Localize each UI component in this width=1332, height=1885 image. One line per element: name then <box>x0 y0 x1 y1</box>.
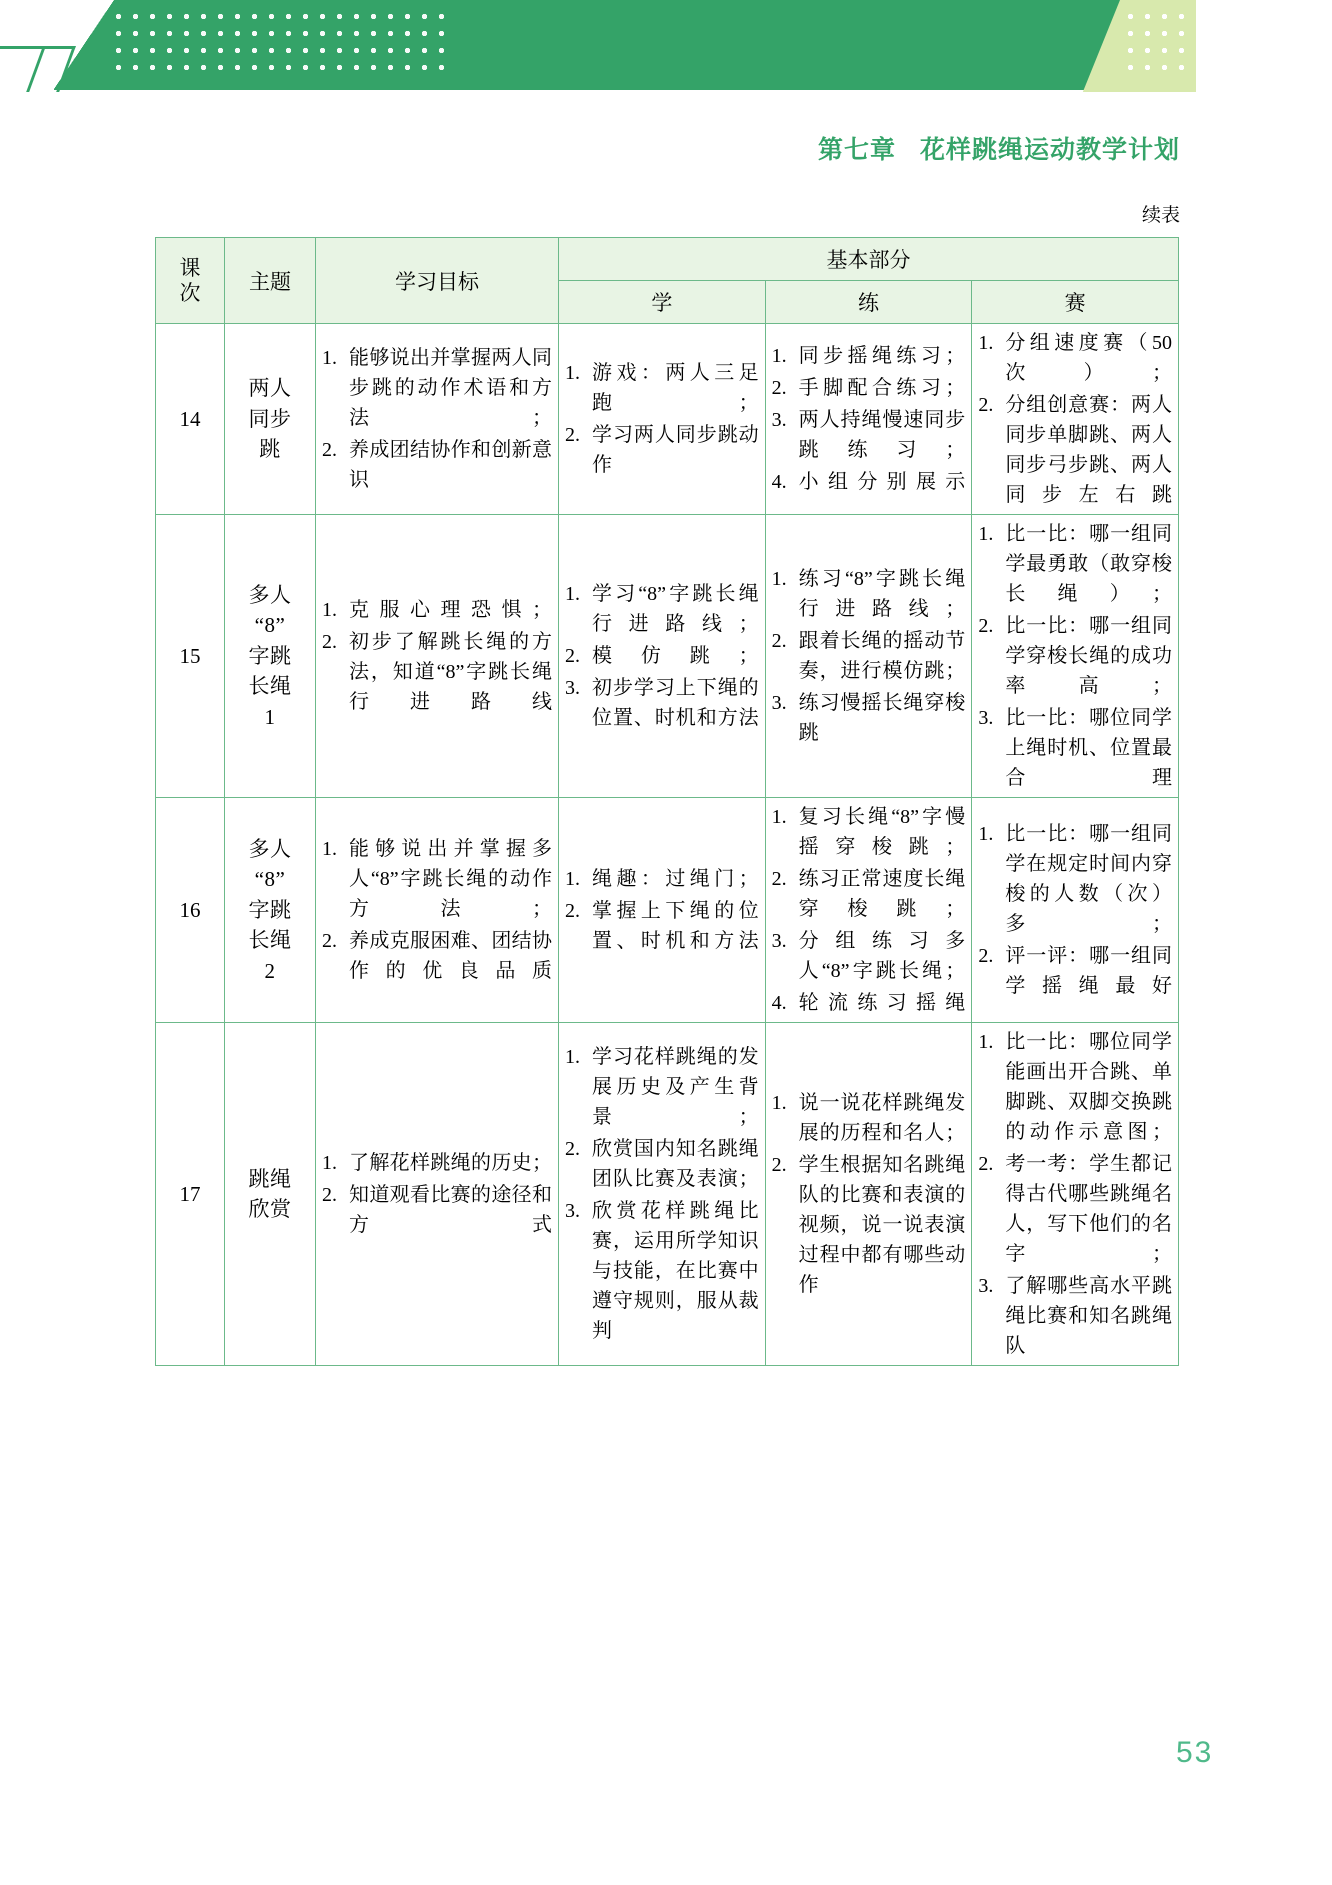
list-marker: 1. <box>978 332 994 354</box>
list-item <box>322 926 552 986</box>
list-marker: 4. <box>771 992 787 1014</box>
list-marker: 3. <box>978 1275 994 1297</box>
topic-line: 多人 <box>248 836 292 861</box>
list-item <box>565 896 759 956</box>
learn-list <box>565 1042 759 1346</box>
list-item-text: 复习长绳“8”字慢摇穿梭跳； <box>798 806 966 858</box>
list-marker: 1. <box>322 1152 337 1174</box>
list-item-text: 分组速度赛（50次）； <box>1005 332 1172 384</box>
list-item <box>772 864 966 924</box>
list-item-text: 绳趣：过绳门； <box>592 868 759 890</box>
cell-lesson-number: 15 <box>156 515 225 798</box>
topic-line: 2 <box>264 958 276 983</box>
list-item <box>322 435 552 495</box>
teaching-plan-table-wrapper <box>155 237 1179 1366</box>
list-item <box>978 519 1172 609</box>
table-row <box>156 798 1179 1023</box>
cell-lesson-number: 17 <box>156 1023 225 1366</box>
table-header-row-1 <box>156 238 1179 281</box>
objective-list <box>322 595 552 717</box>
header-dot-pattern-left <box>110 8 450 82</box>
list-marker: 2. <box>565 1138 580 1160</box>
list-item <box>322 595 552 625</box>
list-item-text: 分组创意赛：两人同步单脚跳、两人同步弓步跳、两人同步左右跳 <box>1005 394 1172 506</box>
list-item <box>772 1088 966 1148</box>
list-item <box>772 802 966 862</box>
list-item-text: 能够说出并掌握两人同步跳的动作术语和方法； <box>349 347 552 429</box>
topic-line: 跳绳 <box>248 1166 292 1191</box>
list-item-text: 跟着长绳的摇动节奏，进行模仿跳； <box>798 630 966 682</box>
list-item <box>978 819 1172 939</box>
topic-line: 多人 <box>248 582 292 607</box>
list-item-text: 了解哪些高水平跳绳比赛和知名跳绳队 <box>1005 1275 1172 1357</box>
list-item <box>772 626 966 686</box>
list-item-text: 练习正常速度长绳穿梭跳； <box>798 868 966 920</box>
table-row <box>156 515 1179 798</box>
list-item <box>322 627 552 717</box>
list-item <box>978 703 1172 793</box>
cell-compete <box>972 1023 1179 1366</box>
list-item-text: 学习花样跳绳的发展历史及产生背景； <box>592 1046 759 1128</box>
list-item <box>322 343 552 433</box>
cell-learn <box>559 324 766 515</box>
cell-practice <box>765 1023 972 1366</box>
list-marker: 1. <box>565 868 580 890</box>
list-marker: 1. <box>771 345 787 367</box>
continued-table-label: 续表 <box>1141 205 1180 226</box>
list-item-text: 欣赏花样跳绳比赛，运用所学知识与技能，在比赛中遵守规则，服从裁判 <box>592 1200 759 1342</box>
header-practice: 练 <box>765 281 972 324</box>
list-item-text: 手脚配合练习； <box>798 377 966 399</box>
practice-list <box>772 1088 966 1300</box>
list-item <box>772 1150 966 1300</box>
list-item-text: 同步摇绳练习； <box>798 345 966 367</box>
topic-line: 欣赏 <box>248 1197 292 1221</box>
list-marker: 1. <box>322 347 337 369</box>
list-item <box>565 1042 759 1132</box>
list-marker: 3. <box>771 692 787 714</box>
header-learn: 学 <box>559 281 766 324</box>
list-marker: 2. <box>322 1184 337 1206</box>
practice-list <box>772 802 966 1018</box>
list-item <box>978 1149 1172 1269</box>
list-marker: 1. <box>771 568 787 590</box>
list-item-text: 分组练习多人“8”字跳长绳； <box>798 930 966 982</box>
list-item-text: 比一比：哪位同学能画出开合跳、单脚跳、双脚交换跳的动作示意图； <box>1005 1031 1172 1143</box>
cell-learn <box>559 798 766 1023</box>
list-marker: 2. <box>322 631 337 653</box>
list-item-text: 比一比：哪位同学上绳时机、位置最合理 <box>1005 707 1172 789</box>
cell-objective <box>316 515 559 798</box>
list-marker: 1. <box>565 362 580 384</box>
list-item <box>565 1196 759 1346</box>
list-item <box>565 420 759 480</box>
compete-list <box>978 819 1172 1001</box>
topic-line: 两人 <box>248 376 292 401</box>
list-marker: 2. <box>771 630 787 652</box>
header-objective: 学习目标 <box>316 238 559 324</box>
topic-line: “8” <box>254 867 286 892</box>
list-item-text: 学习“8”字跳长绳行进路线； <box>592 583 759 635</box>
list-marker: 3. <box>771 409 787 431</box>
list-marker: 2. <box>322 439 337 461</box>
list-marker: 1. <box>322 599 337 621</box>
topic-line: 跳 <box>259 437 281 462</box>
cell-objective <box>316 798 559 1023</box>
cell-compete <box>972 515 1179 798</box>
list-item-text: 比一比：哪一组同学最勇敢（敢穿梭长绳）； <box>1005 523 1172 605</box>
cell-objective <box>316 1023 559 1366</box>
topic-line: 长绳 <box>248 928 292 953</box>
list-marker: 1. <box>565 1046 580 1068</box>
list-item <box>565 641 759 671</box>
cell-lesson-number: 16 <box>156 798 225 1023</box>
compete-list <box>978 519 1172 793</box>
list-marker: 2. <box>565 424 580 446</box>
header-topic: 主题 <box>225 238 316 324</box>
objective-list <box>322 834 552 986</box>
list-marker: 2. <box>978 1153 994 1175</box>
list-item <box>978 611 1172 701</box>
cell-learn <box>559 515 766 798</box>
list-marker: 2. <box>771 377 787 399</box>
list-item-text: 能够说出并掌握多人“8”字跳长绳的动作方法； <box>349 838 552 920</box>
list-item <box>565 1134 759 1194</box>
list-item-text: 学习两人同步跳动作 <box>592 424 759 476</box>
list-item <box>772 373 966 403</box>
list-marker: 1. <box>771 806 787 828</box>
topic-line: “8” <box>254 613 286 638</box>
list-item-text: 比一比：哪一组同学穿梭长绳的成功率高； <box>1005 615 1172 697</box>
list-item-text: 克服心理恐惧； <box>349 599 552 621</box>
cell-lesson-number: 14 <box>156 324 225 515</box>
header-lesson-line1: 课 <box>179 256 201 281</box>
list-marker: 1. <box>565 583 580 605</box>
objective-list <box>322 1148 552 1240</box>
cell-practice <box>765 515 972 798</box>
list-item-text: 评一评：哪一组同学摇绳最好 <box>1005 945 1172 997</box>
list-item <box>978 1027 1172 1147</box>
list-marker: 1. <box>978 523 994 545</box>
chapter-number: 第七章 <box>817 136 896 164</box>
list-item-text: 游戏：两人三足跑； <box>592 362 759 414</box>
list-marker: 3. <box>771 930 787 952</box>
list-item <box>322 1148 552 1178</box>
list-marker: 2. <box>978 615 994 637</box>
topic-line: 同步 <box>248 406 292 431</box>
list-item-text: 知道观看比赛的途径和方式 <box>349 1184 552 1236</box>
chapter-name: 花样跳绳运动教学计划 <box>919 136 1180 164</box>
cell-topic <box>225 1023 316 1366</box>
list-marker: 2. <box>771 1154 787 1176</box>
compete-list <box>978 328 1172 510</box>
list-item-text: 掌握上下绳的位置、时机和方法 <box>592 900 759 952</box>
list-marker: 3. <box>565 677 580 699</box>
topic-line: 长绳 <box>248 674 292 699</box>
list-item <box>565 864 759 894</box>
list-item-text: 两人持绳慢速同步跳练习； <box>798 409 966 461</box>
list-marker: 3. <box>978 707 994 729</box>
list-marker: 2. <box>978 394 994 416</box>
list-item-text: 小组分别展示 <box>798 471 966 493</box>
list-item-text: 考一考：学生都记得古代哪些跳绳名人，写下他们的名字； <box>1005 1153 1172 1265</box>
header-compete: 赛 <box>972 281 1179 324</box>
table-body <box>156 324 1179 1366</box>
cell-objective <box>316 324 559 515</box>
list-item <box>772 341 966 371</box>
list-item <box>772 467 966 497</box>
list-marker: 1. <box>322 838 337 860</box>
practice-list <box>772 341 966 497</box>
list-item <box>322 1180 552 1240</box>
topic-line: 字跳 <box>248 897 292 922</box>
list-marker: 1. <box>771 1092 787 1114</box>
learn-list <box>565 864 759 956</box>
list-item <box>772 926 966 986</box>
list-item <box>978 328 1172 388</box>
list-item <box>978 390 1172 510</box>
cell-topic <box>225 798 316 1023</box>
list-marker: 1. <box>978 1031 994 1053</box>
decorative-header-band <box>0 0 1332 92</box>
practice-list <box>772 564 966 748</box>
list-item <box>772 988 966 1018</box>
list-item-text: 养成克服困难、团结协作的优良品质 <box>349 930 552 982</box>
list-item-text: 欣赏国内知名跳绳团队比赛及表演； <box>592 1138 759 1190</box>
table-header <box>156 238 1179 324</box>
cell-topic <box>225 324 316 515</box>
list-marker: 3. <box>565 1200 580 1222</box>
cell-practice <box>765 324 972 515</box>
cell-practice <box>765 798 972 1023</box>
list-item-text: 模仿跳； <box>592 645 759 667</box>
list-item-text: 说一说花样跳绳发展的历程和名人； <box>798 1092 966 1144</box>
list-marker: 2. <box>565 900 580 922</box>
list-item-text: 练习“8”字跳长绳行进路线； <box>798 568 966 620</box>
list-item-text: 养成团结协作和创新意识 <box>349 439 552 491</box>
list-item-text: 轮流练习摇绳 <box>798 992 966 1014</box>
compete-list <box>978 1027 1172 1361</box>
objective-list <box>322 343 552 495</box>
list-marker: 2. <box>771 868 787 890</box>
header-lesson-line2: 次 <box>179 280 201 305</box>
cell-topic <box>225 515 316 798</box>
list-marker: 2. <box>322 930 337 952</box>
list-item-text: 比一比：哪一组同学在规定时间内穿梭的人数（次）多； <box>1005 823 1172 935</box>
cell-learn <box>559 1023 766 1366</box>
list-item <box>772 688 966 748</box>
topic-line: 字跳 <box>248 643 292 668</box>
list-marker: 2. <box>978 945 994 967</box>
teaching-plan-table <box>155 237 1179 1366</box>
list-item <box>772 564 966 624</box>
list-marker: 4. <box>771 471 787 493</box>
chapter-title <box>0 130 1180 166</box>
cell-compete <box>972 324 1179 515</box>
list-item <box>565 358 759 418</box>
list-item <box>772 405 966 465</box>
list-item-text: 了解花样跳绳的历史； <box>349 1152 552 1174</box>
topic-line: 1 <box>264 704 276 729</box>
page-number: 53 <box>1176 1736 1214 1769</box>
list-item-text: 初步学习上下绳的位置、时机和方法 <box>592 677 759 729</box>
list-item <box>322 834 552 924</box>
table-row <box>156 1023 1179 1366</box>
learn-list <box>565 358 759 480</box>
header-lesson-number <box>156 238 225 324</box>
header-right-cap <box>1196 0 1332 92</box>
list-item <box>978 1271 1172 1361</box>
list-item-text: 练习慢摇长绳穿梭跳 <box>798 692 966 744</box>
list-marker: 2. <box>565 645 580 667</box>
list-item-text: 初步了解跳长绳的方法，知道“8”字跳长绳行进路线 <box>349 631 552 713</box>
list-item <box>978 941 1172 1001</box>
list-item-text: 学生根据知名跳绳队的比赛和表演的视频，说一说表演过程中都有哪些动作 <box>798 1154 966 1296</box>
learn-list <box>565 579 759 733</box>
list-item <box>565 579 759 639</box>
table-row <box>156 324 1179 515</box>
list-marker: 1. <box>978 823 994 845</box>
header-main-part: 基本部分 <box>559 238 1179 281</box>
cell-compete <box>972 798 1179 1023</box>
list-item <box>565 673 759 733</box>
